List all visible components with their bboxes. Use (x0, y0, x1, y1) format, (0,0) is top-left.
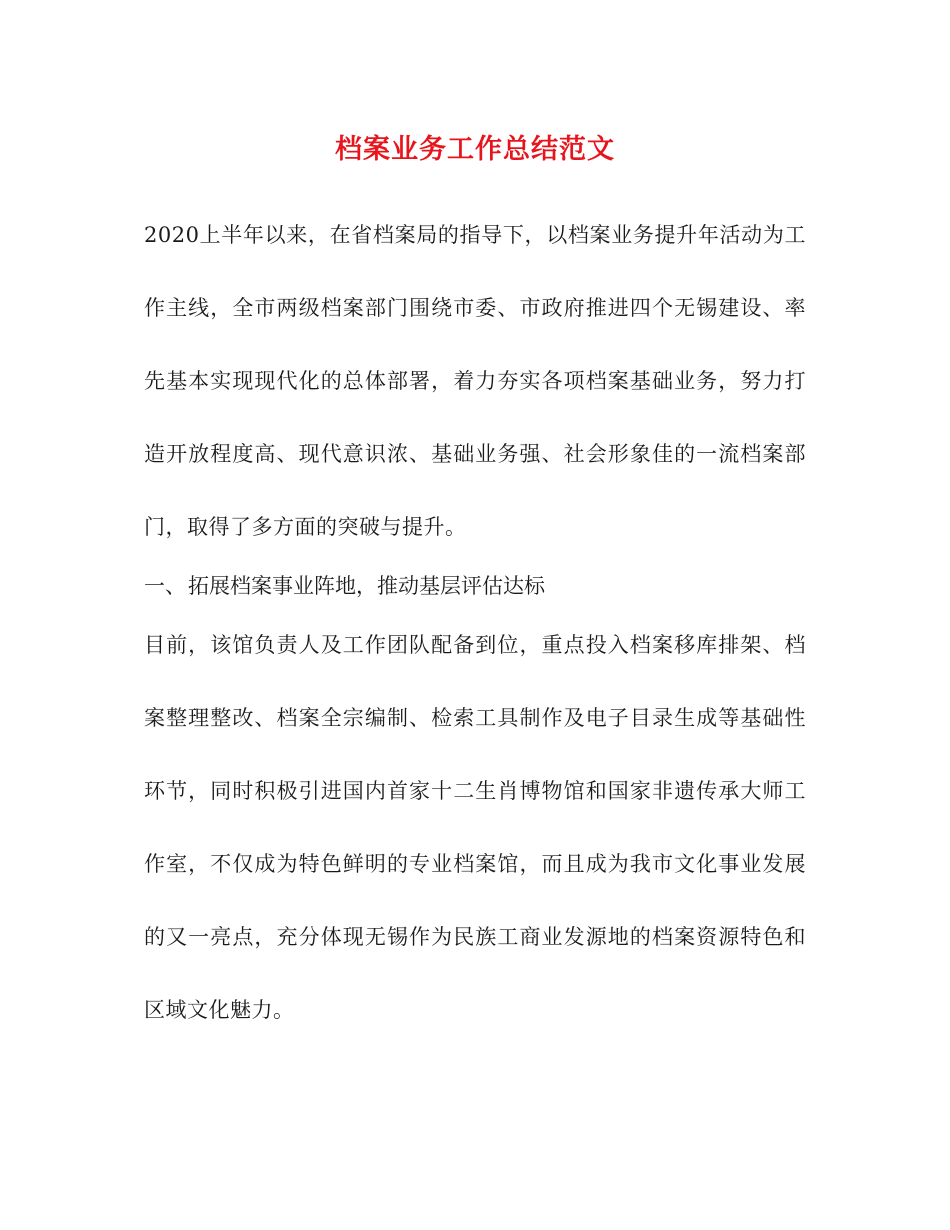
section-heading (144, 566, 806, 606)
section-number: 一、 (144, 574, 186, 598)
document-title: 档案业务工作总结范文 (335, 134, 615, 165)
section-heading-text: 拓展档案事业阵地，推动基层评估达标 (188, 574, 545, 598)
section-paragraph: 目前，该馆负责人及工作团队配备到位，重点投入档案移库排架、档案整理整改、档案全宗编制、检索工具制作及电子目录生成等基础性环节，同时积极引进国内首家十二生肖博物馆和国家非遗传承大师工作室，不仅成为特色鲜明的专业档案馆，而且成为我市文化事业发展的又一亮点，充分体现无锡作为民族工商业发源地的档案资源特色和区域文化魅力。 (144, 633, 806, 1022)
intro-paragraph: 2020上半年以来，在省档案局的指导下，以档案业务提升年活动为工作主线，全市两级档案部门围绕市委、市政府推进四个无锡建设、率先基本实现现代化的总体部署，着力夯实各项档案基础业务，努力打造开放程度高、现代意识浓、基础业务强、社会形象佳的一流档案部门，取得了多方面的突破与提升。 (144, 223, 806, 539)
